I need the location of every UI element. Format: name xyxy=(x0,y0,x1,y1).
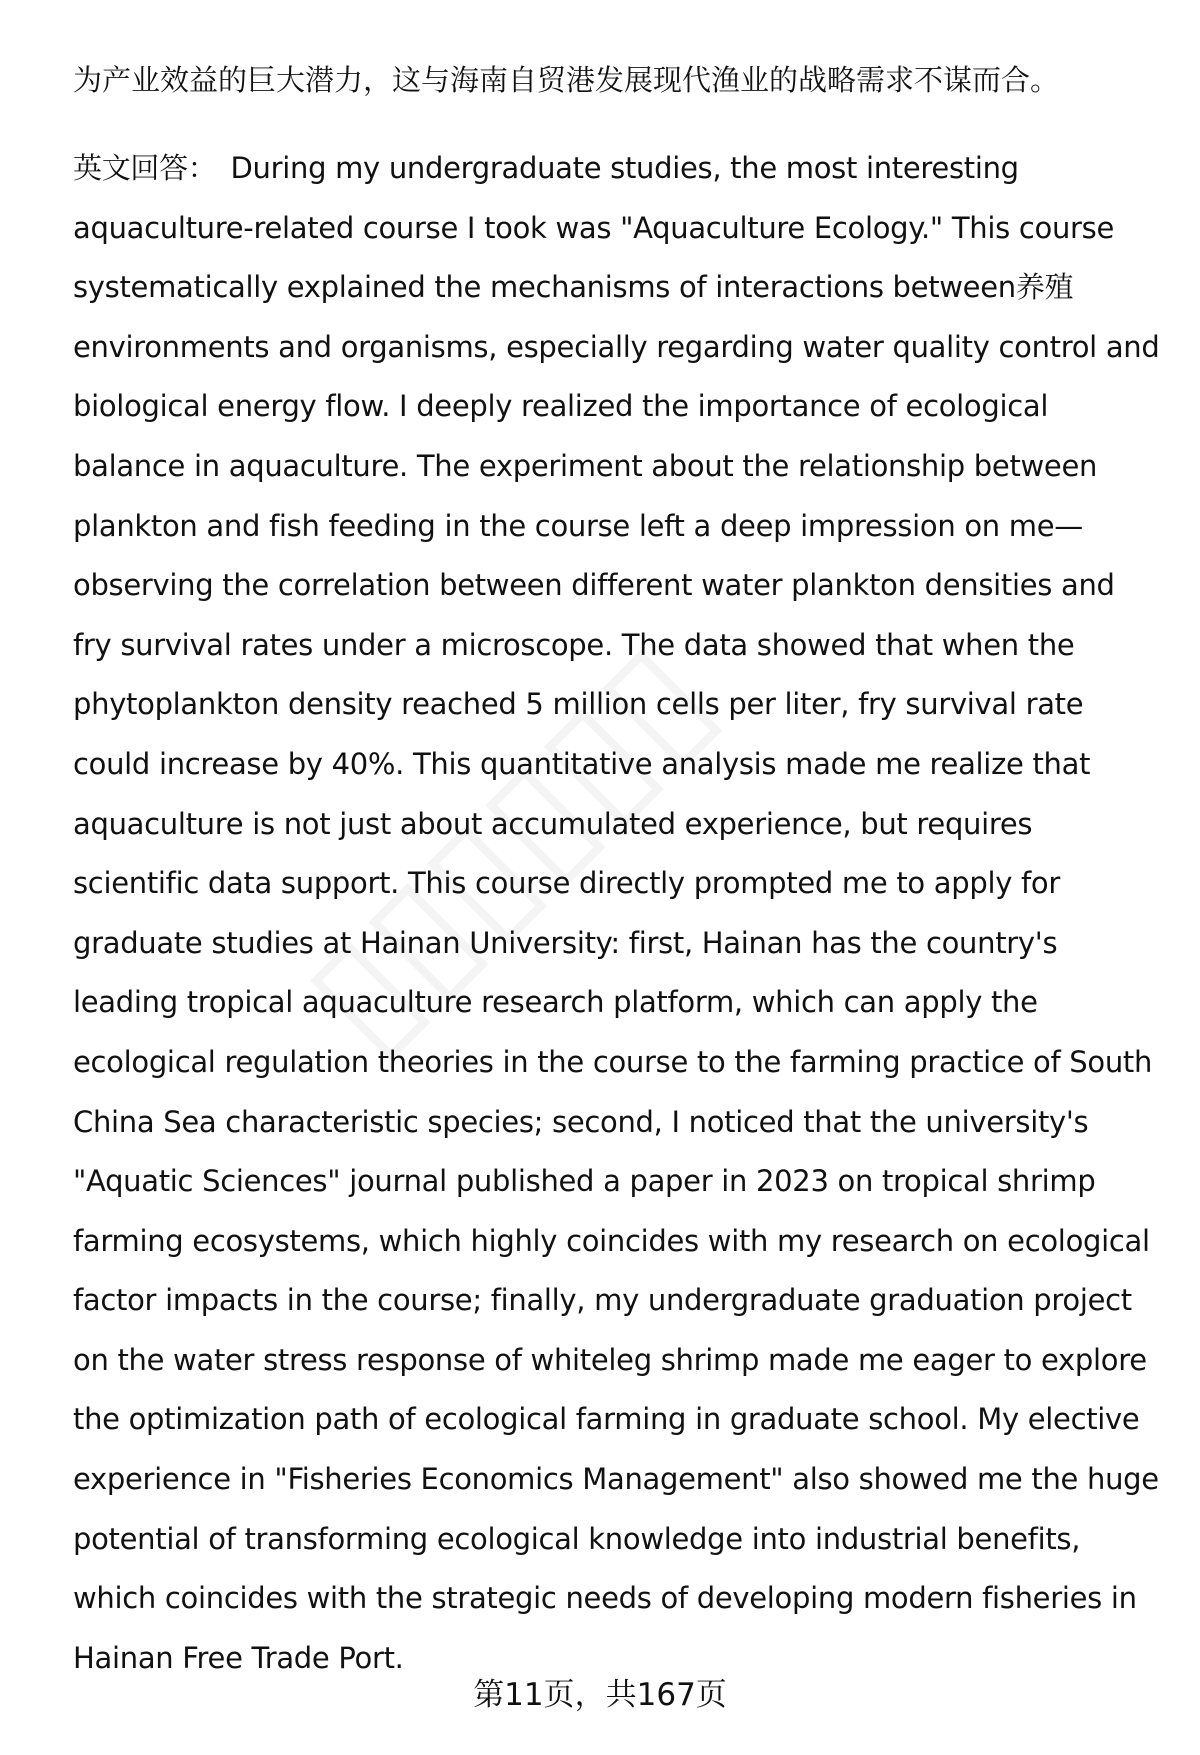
answer-line: which coincides with the strategic needs of developing modern fisheries in xyxy=(73,1581,1137,1616)
answer-line: biological energy flow. I deeply realized the importance of ecological xyxy=(73,389,1049,424)
answer-line: farming ecosystems, which highly coincides with my research on ecological xyxy=(73,1223,1150,1258)
answer-line: experience in "Fisheries Economics Management" also showed me the huge xyxy=(73,1462,1159,1497)
answer-line: potential of transforming ecological knowledge into industrial benefits, xyxy=(73,1521,1081,1556)
answer-line: "Aquatic Sciences" journal published a paper in 2023 on tropical shrimp xyxy=(73,1164,1096,1199)
answer-line: factor impacts in the course; finally, my undergraduate graduation project xyxy=(73,1283,1132,1318)
answer-line: aquaculture-related course I took was "Aquaculture Ecology." This course xyxy=(73,210,1115,245)
answer-line: observing the correlation between different water plankton densities and xyxy=(73,568,1115,603)
answer-line: ecological regulation theories in the course to the farming practice of South xyxy=(73,1044,1153,1079)
page-number: 第11页，共167页 xyxy=(473,1677,727,1713)
answer-line: Hainan Free Trade Port. xyxy=(73,1640,404,1675)
answer-line: fry survival rates under a microscope. The data showed that when the xyxy=(73,627,1075,662)
answer-line: systematically explained the mechanisms of interactions between养殖 xyxy=(73,270,1074,305)
answer-line: environments and organisms, especially regarding water quality control and xyxy=(73,329,1160,364)
answer-line: the optimization path of ecological farming in graduate school. My elective xyxy=(73,1402,1140,1437)
answer-line: phytoplankton density reached 5 million cells per liter, fry survival rate xyxy=(73,687,1084,722)
answer-line: plankton and fish feeding in the course left a deep impression on me— xyxy=(73,508,1083,543)
answer-line: scientific data support. This course directly prompted me to apply for xyxy=(73,866,1060,901)
answer-line: leading tropical aquaculture research platform, which can apply the xyxy=(73,985,1038,1020)
intro-chinese-line: 为产业效益的巨大潜力，这与海南自贸港发展现代渔业的战略需求不谋而合。 xyxy=(73,63,1060,97)
english-answer-paragraph xyxy=(73,139,1183,1688)
answer-line: aquaculture is not just about accumulated experience, but requires xyxy=(73,806,1033,841)
answer-line xyxy=(73,139,1183,199)
answer-line: balance in aquaculture. The experiment about the relationship between xyxy=(73,448,1098,483)
answer-line: China Sea characteristic species; second, I noticed that the university's xyxy=(73,1104,1089,1139)
answer-line: could increase by 40%. This quantitative analysis made me realize that xyxy=(73,746,1091,781)
answer-label: 英文回答： xyxy=(73,151,217,185)
answer-line: on the water stress response of whiteleg shrimp made me eager to explore xyxy=(73,1342,1147,1377)
answer-line-text: During my undergraduate studies, the most interesting xyxy=(230,151,1019,185)
answer-line: graduate studies at Hainan University: first, Hainan has the country's xyxy=(73,925,1058,960)
